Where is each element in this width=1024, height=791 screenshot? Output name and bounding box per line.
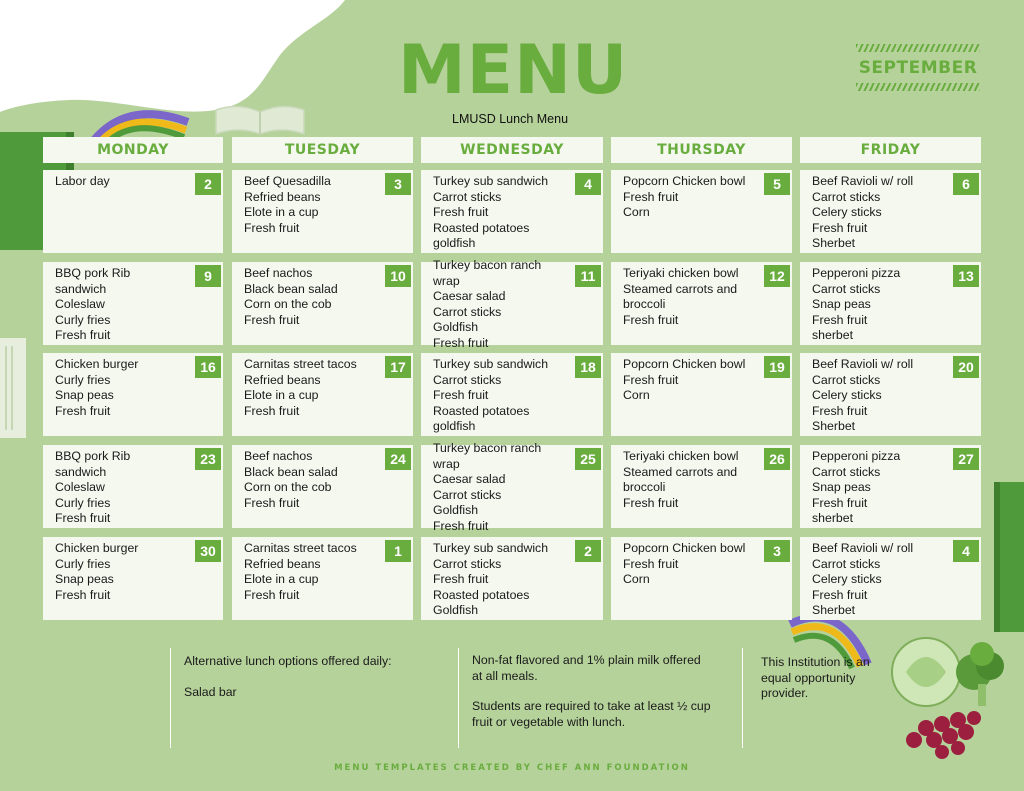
- menu-item: Beef Quesadilla: [244, 174, 331, 188]
- divider: [742, 648, 743, 748]
- menu-item: Carrot sticks: [433, 487, 502, 502]
- date-badge: 1: [385, 540, 411, 562]
- menu-item: Carrot sticks: [812, 281, 881, 296]
- menu-item: Coleslaw: [55, 297, 105, 311]
- menu-item: Fresh fruit: [244, 312, 300, 327]
- menu-item: Snap peas: [55, 572, 114, 586]
- book-icon: [994, 482, 1024, 632]
- menu-item: Carrot sticks: [433, 304, 502, 319]
- equal-opportunity-line: This Institution is an: [761, 655, 870, 669]
- menu-item: Carnitas street tacos: [244, 357, 357, 371]
- day-cell-wednesday: [421, 537, 603, 620]
- equal-opportunity-line: equal opportunity: [761, 670, 856, 685]
- menu-item: Fresh fruit: [244, 587, 300, 602]
- menu-item: Carrot sticks: [433, 372, 502, 387]
- menu-item: Goldfish: [433, 603, 479, 617]
- equal-opportunity-line: provider.: [761, 686, 809, 700]
- date-badge: 17: [385, 356, 411, 378]
- menu-item: wrap: [433, 456, 460, 471]
- menu-item: Elote in a cup: [244, 388, 319, 402]
- menu-item: Beef nachos: [244, 266, 313, 280]
- day-cell-tuesday: [232, 262, 413, 345]
- menu-item: Fresh fruit: [812, 312, 868, 327]
- open-book-icon: [212, 104, 308, 138]
- menu-item: Turkey sub sandwich: [433, 174, 549, 188]
- menu-item: Teriyaki chicken bowl: [623, 449, 739, 463]
- divider: [170, 648, 171, 748]
- vegetables-illustration: [886, 632, 1022, 762]
- menu-item: sherbet: [812, 328, 854, 342]
- menu-item: BBQ pork Rib: [55, 449, 131, 463]
- menu-item: Sherbet: [812, 419, 856, 433]
- day-header-thursday: THURSDAY: [611, 137, 792, 163]
- menu-item: Fresh fruit: [433, 205, 489, 219]
- menu-item: Fresh fruit: [812, 587, 868, 602]
- menu-item: Elote in a cup: [244, 205, 319, 219]
- menu-item: Black bean salad: [244, 464, 338, 479]
- date-badge: 30: [195, 540, 221, 562]
- menu-items: [433, 174, 571, 252]
- menu-item: Chicken burger: [55, 357, 139, 371]
- month-block: [856, 44, 980, 91]
- menu-item: Carrot sticks: [812, 372, 881, 387]
- date-badge: 20: [953, 356, 979, 378]
- menu-item: Caesar salad: [433, 472, 506, 486]
- menu-item: Fresh fruit: [623, 495, 679, 510]
- day-cell-friday: [800, 262, 981, 345]
- date-badge: 13: [953, 265, 979, 287]
- menu-item: Labor day: [55, 174, 110, 188]
- day-cell-friday: [800, 170, 981, 253]
- menu-item: Turkey sub sandwich: [433, 357, 549, 371]
- menu-item: Fresh fruit: [433, 518, 489, 533]
- menu-item: Carrot sticks: [433, 189, 502, 204]
- date-badge: 18: [575, 356, 601, 378]
- date-badge: 2: [575, 540, 601, 562]
- day-cell-tuesday: [232, 445, 413, 528]
- menu-item: Beef nachos: [244, 449, 313, 463]
- menu-item: Corn on the cob: [244, 297, 332, 311]
- date-badge: 4: [953, 540, 979, 562]
- equal-opportunity-note: [761, 655, 870, 702]
- date-badge: 12: [764, 265, 790, 287]
- date-badge: 23: [195, 448, 221, 470]
- menu-item: Curly fries: [55, 556, 111, 571]
- menu-item: Fresh fruit: [812, 220, 868, 235]
- menu-item: Corn: [623, 388, 650, 402]
- day-cell-wednesday: [421, 353, 603, 436]
- menu-items: [244, 541, 381, 603]
- menu-item: Caesar salad: [433, 289, 506, 303]
- menu-item: Fresh fruit: [244, 403, 300, 418]
- date-badge: 10: [385, 265, 411, 287]
- day-cell-thursday: [611, 262, 792, 345]
- menu-items: [623, 541, 760, 588]
- date-badge: 3: [385, 173, 411, 195]
- menu-item: Fresh fruit: [55, 403, 111, 418]
- alternative-option-item: Salad bar: [184, 684, 237, 699]
- day-cell-thursday: [611, 537, 792, 620]
- menu-item: Fresh fruit: [55, 328, 111, 342]
- date-badge: 25: [575, 448, 601, 470]
- day-cell-thursday: [611, 353, 792, 436]
- day-header-monday: MONDAY: [43, 137, 223, 163]
- menu-item: goldfish: [433, 236, 476, 250]
- menu-item: BBQ pork Rib: [55, 266, 131, 280]
- menu-items: [433, 541, 571, 619]
- milk-note: [472, 653, 711, 730]
- menu-item: Popcorn Chicken bowl: [623, 174, 746, 188]
- menu-item: Sherbet: [812, 236, 856, 250]
- day-cell-monday: [43, 262, 223, 345]
- menu-item: Teriyaki chicken bowl: [623, 266, 739, 280]
- date-badge: 4: [575, 173, 601, 195]
- menu-item: Celery sticks: [812, 205, 882, 219]
- menu-items: [244, 266, 381, 328]
- menu-items: [244, 357, 381, 419]
- divider: [458, 648, 459, 748]
- menu-items: [55, 174, 191, 190]
- menu-item: Beef Ravioli w/ roll: [812, 357, 914, 371]
- menu-items: [812, 266, 949, 344]
- book-icon: [0, 338, 30, 438]
- menu-item: Fresh fruit: [623, 312, 679, 327]
- menu-item: Snap peas: [812, 297, 871, 311]
- menu-item: Sherbet: [812, 603, 856, 617]
- menu-item: Goldfish: [433, 503, 479, 517]
- menu-item: Carrot sticks: [812, 556, 881, 571]
- day-cell-wednesday: [421, 441, 603, 533]
- menu-item: broccoli: [623, 480, 666, 494]
- menu-items: [623, 174, 760, 221]
- menu-item: sherbet: [812, 511, 854, 525]
- menu-item: Carnitas street tacos: [244, 541, 357, 555]
- day-cell-thursday: [611, 445, 792, 528]
- menu-item: Fresh fruit: [433, 335, 489, 350]
- date-badge: 27: [953, 448, 979, 470]
- decorative-hatch: [856, 44, 980, 52]
- date-badge: 5: [764, 173, 790, 195]
- month-label: SEPTEMBER: [858, 58, 978, 78]
- day-cell-monday: [43, 353, 223, 436]
- menu-item: Fresh fruit: [433, 388, 489, 402]
- menu-item: Elote in a cup: [244, 572, 319, 586]
- date-badge: 24: [385, 448, 411, 470]
- day-cell-monday: [43, 170, 223, 253]
- day-cell-friday: [800, 537, 981, 620]
- menu-item: Steamed carrots and: [623, 464, 738, 479]
- menu-item: Refried beans: [244, 372, 321, 387]
- menu-item: Corn: [623, 205, 650, 219]
- date-badge: 26: [764, 448, 790, 470]
- menu-items: [623, 449, 760, 511]
- menu-items: [812, 357, 949, 435]
- requirement-line: fruit or vegetable with lunch.: [472, 714, 626, 729]
- day-header-wednesday: WEDNESDAY: [421, 137, 603, 163]
- menu-item: Chicken burger: [55, 541, 139, 555]
- date-badge: 9: [195, 265, 221, 287]
- menu-items: [812, 174, 949, 252]
- menu-item: Roasted potatoes: [433, 403, 530, 418]
- menu-items: [623, 266, 760, 328]
- decorative-hatch: [856, 83, 980, 91]
- date-badge: 11: [575, 265, 601, 287]
- background-blob: [0, 0, 420, 130]
- milk-line: Non-fat flavored and 1% plain milk offered: [472, 653, 701, 667]
- menu-item: Corn: [623, 572, 650, 586]
- menu-item: Fresh fruit: [244, 220, 300, 235]
- menu-item: Refried beans: [244, 189, 321, 204]
- menu-item: broccoli: [623, 297, 666, 311]
- date-badge: 2: [195, 173, 221, 195]
- date-badge: 3: [764, 540, 790, 562]
- menu-item: Curly fries: [55, 312, 111, 327]
- menu-item: Celery sticks: [812, 388, 882, 402]
- day-header-friday: FRIDAY: [800, 137, 981, 163]
- menu-item: Fresh fruit: [55, 511, 111, 525]
- menu-item: Turkey bacon ranch: [433, 258, 542, 272]
- rainbow-icon: [88, 100, 192, 140]
- menu-item: Pepperoni pizza: [812, 449, 901, 463]
- menu-item: Curly fries: [55, 495, 111, 510]
- day-cell-wednesday: [421, 170, 603, 253]
- menu-item: Fresh fruit: [433, 572, 489, 586]
- milk-line: at all meals.: [472, 668, 538, 683]
- menu-items: [812, 541, 949, 619]
- menu-item: Roasted potatoes: [433, 220, 530, 235]
- requirement-line: Students are required to take at least ½ cup: [472, 699, 711, 713]
- menu-item: Beef Ravioli w/ roll: [812, 541, 914, 555]
- alternative-options-title: Alternative lunch options offered daily:: [184, 654, 392, 668]
- menu-item: Snap peas: [55, 388, 114, 402]
- menu-item: Curly fries: [55, 372, 111, 387]
- menu-item: Coleslaw: [55, 480, 105, 494]
- menu-item: Refried beans: [244, 556, 321, 571]
- menu-items: [433, 441, 571, 534]
- page-subtitle: LMUSD Lunch Menu: [452, 112, 569, 126]
- day-cell-tuesday: [232, 170, 413, 253]
- day-cell-monday: [43, 537, 223, 620]
- menu-item: Fresh fruit: [244, 495, 300, 510]
- menu-items: [244, 174, 381, 236]
- day-cell-friday: [800, 353, 981, 436]
- footer-credit: MENU TEMPLATES CREATED BY CHEF ANN FOUNDATION: [334, 763, 690, 773]
- page-title: MENU: [398, 31, 629, 110]
- menu-item: Snap peas: [812, 480, 871, 494]
- day-header-tuesday: TUESDAY: [232, 137, 413, 163]
- menu-item: Roasted potatoes: [433, 587, 530, 602]
- menu-item: Black bean salad: [244, 281, 338, 296]
- menu-item: Fresh fruit: [623, 372, 679, 387]
- menu-item: goldfish: [433, 419, 476, 433]
- day-cell-thursday: [611, 170, 792, 253]
- day-cell-tuesday: [232, 353, 413, 436]
- menu-item: Popcorn Chicken bowl: [623, 541, 746, 555]
- menu-item: Corn on the cob: [244, 480, 332, 494]
- menu-item: Celery sticks: [812, 572, 882, 586]
- menu-item: Carrot sticks: [812, 464, 881, 479]
- menu-item: sandwich: [55, 281, 107, 296]
- menu-items: [433, 357, 571, 435]
- menu-items: [55, 541, 191, 603]
- menu-item: Fresh fruit: [812, 403, 868, 418]
- date-badge: 16: [195, 356, 221, 378]
- menu-item: Popcorn Chicken bowl: [623, 357, 746, 371]
- menu-item: Steamed carrots and: [623, 281, 738, 296]
- menu-items: [55, 266, 191, 344]
- menu-item: Carrot sticks: [433, 556, 502, 571]
- day-cell-tuesday: [232, 537, 413, 620]
- menu-item: Turkey bacon ranch: [433, 441, 542, 455]
- alternative-options-note: [184, 654, 392, 700]
- menu-item: sandwich: [55, 464, 107, 479]
- menu-items: [623, 357, 760, 404]
- day-cell-wednesday: [421, 258, 603, 350]
- menu-items: [433, 258, 571, 351]
- menu-item: Carrot sticks: [812, 189, 881, 204]
- day-cell-friday: [800, 445, 981, 528]
- menu-item: Beef Ravioli w/ roll: [812, 174, 914, 188]
- date-badge: 6: [953, 173, 979, 195]
- menu-item: Fresh fruit: [623, 189, 679, 204]
- menu-item: Fresh fruit: [623, 556, 679, 571]
- menu-item: wrap: [433, 273, 460, 288]
- menu-items: [55, 449, 191, 527]
- menu-item: Fresh fruit: [55, 587, 111, 602]
- menu-items: [812, 449, 949, 527]
- menu-item: Fresh fruit: [812, 495, 868, 510]
- menu-item: Goldfish: [433, 320, 479, 334]
- menu-items: [55, 357, 191, 419]
- menu-items: [244, 449, 381, 511]
- menu-item: Turkey sub sandwich: [433, 541, 549, 555]
- day-cell-monday: [43, 445, 223, 528]
- menu-item: Pepperoni pizza: [812, 266, 901, 280]
- date-badge: 19: [764, 356, 790, 378]
